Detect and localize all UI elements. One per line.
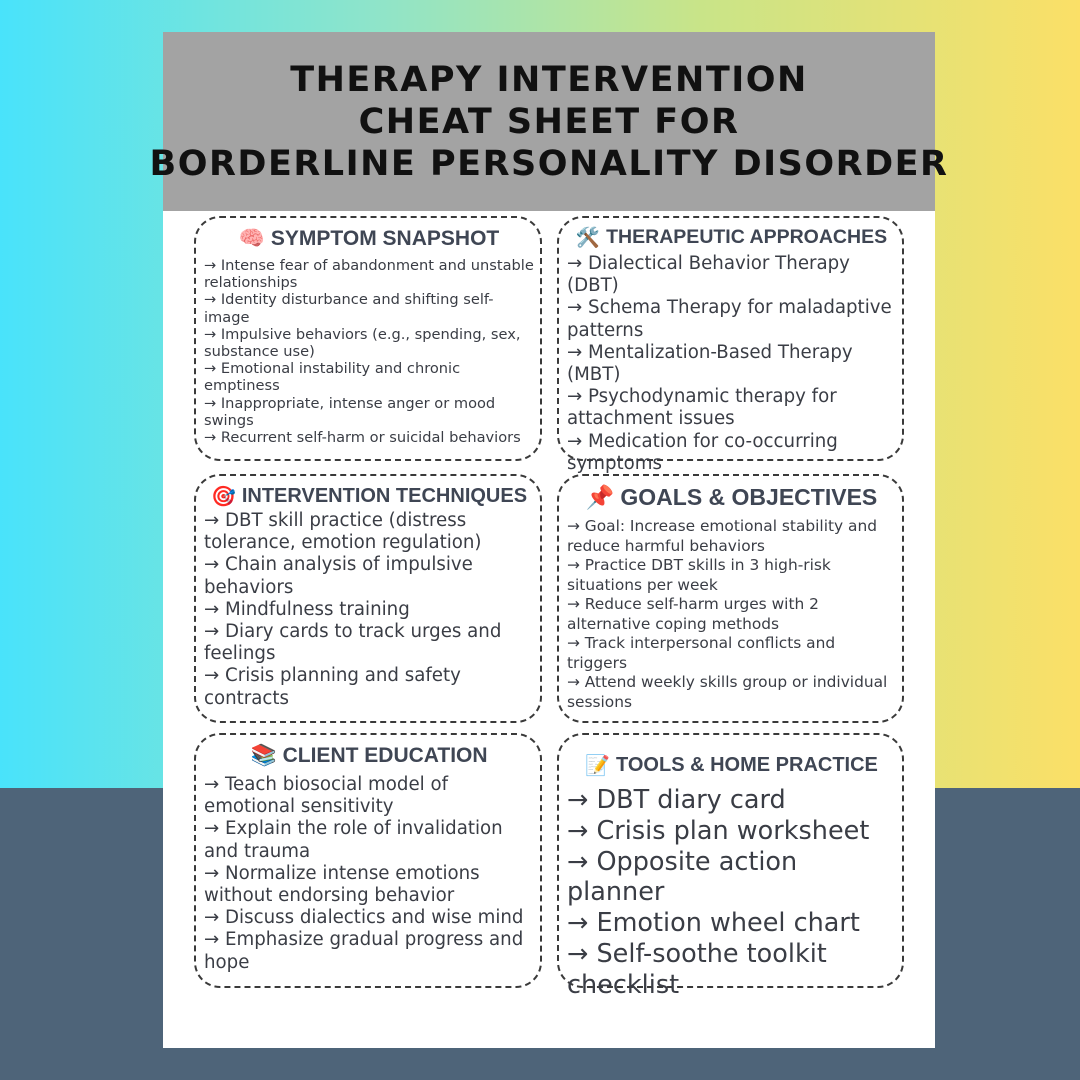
list-item (567, 517, 896, 556)
intervention-techniques-card (194, 474, 542, 723)
therapeutic-approaches-card (557, 216, 904, 474)
list-item-text: Impulsive behaviors (e.g., spending, sex, substance use) (204, 325, 521, 361)
brain-icon: 🧠 (238, 226, 265, 250)
list-item-text: Psychodynamic therapy for attachment issues (567, 386, 837, 430)
list-item-text: Crisis plan worksheet (596, 815, 870, 846)
list-item (567, 634, 896, 673)
section-heading-text: SYMPTOM SNAPSHOT (270, 226, 500, 250)
list-item-text: Discuss dialectics and wise mind (225, 907, 524, 929)
section-heading (204, 484, 534, 508)
list-item-text: Intense fear of abandonment and unstable relationships (204, 257, 534, 292)
goals-objectives-card (557, 474, 904, 723)
list-item (204, 291, 534, 325)
pushpin-icon: 📌 (585, 485, 615, 511)
title-banner (149, 32, 949, 211)
arrow-icon: → (567, 846, 597, 877)
list-item (204, 510, 534, 554)
arrow-icon: → (567, 785, 597, 815)
list-item-text: Reduce self-harm urges with 2 alternative coping methods (567, 595, 819, 633)
symptom-snapshot-card (194, 216, 542, 461)
page-title (150, 59, 949, 185)
arrow-icon: → (567, 815, 597, 846)
list-item (567, 431, 896, 475)
list-item (204, 429, 534, 446)
list-item (567, 556, 896, 595)
arrow-icon: → (204, 257, 221, 274)
section-heading (567, 484, 896, 511)
section-item-list (204, 510, 534, 710)
section-item-list (204, 774, 534, 974)
list-item (204, 863, 534, 907)
list-item-text: DBT skill practice (distress tolerance, emotion regulation) (204, 510, 482, 554)
arrow-icon: → (204, 598, 226, 620)
tools-icon: 🛠️ (575, 226, 601, 249)
arrow-icon: → (204, 862, 226, 884)
arrow-icon: → (567, 595, 585, 613)
section-item-list (204, 257, 534, 446)
arrow-icon: → (204, 429, 221, 447)
list-item-text: Normalize intense emotions without endorsing behavior (204, 862, 480, 907)
list-item-text: Diary cards to track urges and feelings (204, 621, 502, 665)
list-item (567, 386, 896, 430)
section-item-list (567, 253, 896, 475)
list-item-text: Goal: Increase emotional stability and reduce harmful behaviors (567, 517, 877, 555)
arrow-icon: → (567, 430, 589, 452)
section-heading (204, 743, 534, 768)
list-item-text: Mentalization-Based Therapy (MBT) (567, 341, 853, 386)
arrow-icon: → (567, 673, 585, 691)
memo-icon: 📝 (585, 753, 611, 777)
section-item-list (567, 785, 896, 1001)
list-item (567, 673, 896, 712)
title-line: CHEAT SHEET FOR (358, 101, 740, 142)
client-education-card (194, 733, 542, 988)
tools-home-practice-card (557, 733, 904, 1000)
arrow-icon: → (567, 517, 585, 535)
arrow-icon: → (567, 908, 597, 939)
list-item (204, 621, 534, 665)
list-item (567, 297, 896, 341)
arrow-icon: → (204, 929, 226, 951)
list-item (204, 360, 534, 394)
arrow-icon: → (567, 634, 585, 652)
arrow-icon: → (204, 291, 221, 309)
list-item (567, 816, 896, 847)
list-item-text: Crisis planning and safety contracts (204, 665, 461, 709)
arrow-icon: → (204, 510, 226, 531)
arrow-icon: → (567, 341, 589, 363)
section-heading-text: TOOLS & HOME PRACTICE (616, 753, 878, 776)
list-item (567, 253, 896, 297)
section-heading-text: THERAPEUTIC APPROACHES (606, 226, 888, 248)
list-item (567, 342, 896, 386)
arrow-icon: → (567, 386, 589, 408)
arrow-icon: → (204, 325, 221, 343)
arrow-icon: → (204, 818, 226, 840)
section-heading-text: GOALS & OBJECTIVES (620, 484, 878, 510)
arrow-icon: → (204, 621, 226, 643)
arrow-icon: → (204, 554, 226, 576)
list-item (204, 257, 534, 291)
list-item-text: Emotional instability and chronic emptiness (204, 360, 461, 395)
list-item (567, 847, 896, 909)
arrow-icon: → (204, 774, 226, 795)
list-item-text: Opposite action planner (567, 846, 798, 908)
list-item-text: Explain the role of invalidation and trauma (204, 818, 503, 862)
section-heading (567, 753, 896, 777)
list-item (567, 939, 896, 1001)
list-item-text: Dialectical Behavior Therapy (DBT) (567, 253, 850, 297)
section-item-list (567, 517, 896, 712)
list-item-text: Practice DBT skills in 3 high-risk situations per week (567, 556, 831, 594)
arrow-icon: → (204, 360, 221, 378)
list-item (204, 395, 534, 429)
list-item (204, 326, 534, 360)
list-item-text: Attend weekly skills group or individual sessions (567, 673, 888, 711)
list-item-text: Identity disturbance and shifting self-image (204, 291, 494, 326)
section-heading-text: INTERVENTION TECHNIQUES (241, 484, 528, 507)
list-item-text: Schema Therapy for maladaptive patterns (567, 297, 892, 341)
list-item (567, 785, 896, 816)
list-item (204, 929, 534, 973)
list-item (567, 908, 896, 939)
list-item-text: Track interpersonal conflicts and triggers (567, 634, 836, 672)
arrow-icon: → (567, 297, 589, 319)
list-item-text: Inappropriate, intense anger or mood swings (204, 394, 496, 429)
arrow-icon: → (567, 253, 589, 274)
arrow-icon: → (204, 394, 221, 412)
section-heading-text: CLIENT EDUCATION (282, 743, 488, 767)
target-icon: 🎯 (210, 484, 236, 508)
title-line: BORDERLINE PERSONALITY DISORDER (149, 143, 949, 184)
list-item (204, 554, 534, 598)
list-item (204, 818, 534, 862)
arrow-icon: → (567, 556, 585, 574)
section-heading (567, 226, 896, 249)
list-item-text: Medication for co-occurring symptoms (567, 430, 838, 474)
list-item-text: Chain analysis of impulsive behaviors (204, 554, 473, 598)
list-item-text: DBT diary card (596, 785, 786, 815)
list-item (204, 907, 534, 929)
list-item-text: Teach biosocial model of emotional sensitivity (204, 774, 448, 818)
list-item-text: Emphasize gradual progress and hope (204, 929, 524, 973)
title-line: THERAPY INTERVENTION (290, 59, 808, 100)
arrow-icon: → (204, 665, 226, 687)
list-item (567, 595, 896, 634)
arrow-icon: → (204, 907, 226, 929)
list-item-text: Recurrent self-harm or suicidal behaviors (220, 429, 521, 447)
cheat-sheet (149, 32, 949, 1048)
books-icon: 📚 (250, 743, 277, 767)
list-item-text: Emotion wheel chart (596, 908, 860, 939)
list-item-text: Mindfulness training (225, 598, 410, 620)
list-item (204, 774, 534, 818)
list-item (204, 599, 534, 621)
list-item-text: Self-soothe toolkit checklist (567, 938, 827, 1000)
list-item (204, 665, 534, 709)
arrow-icon: → (567, 938, 597, 969)
section-heading (204, 226, 534, 251)
